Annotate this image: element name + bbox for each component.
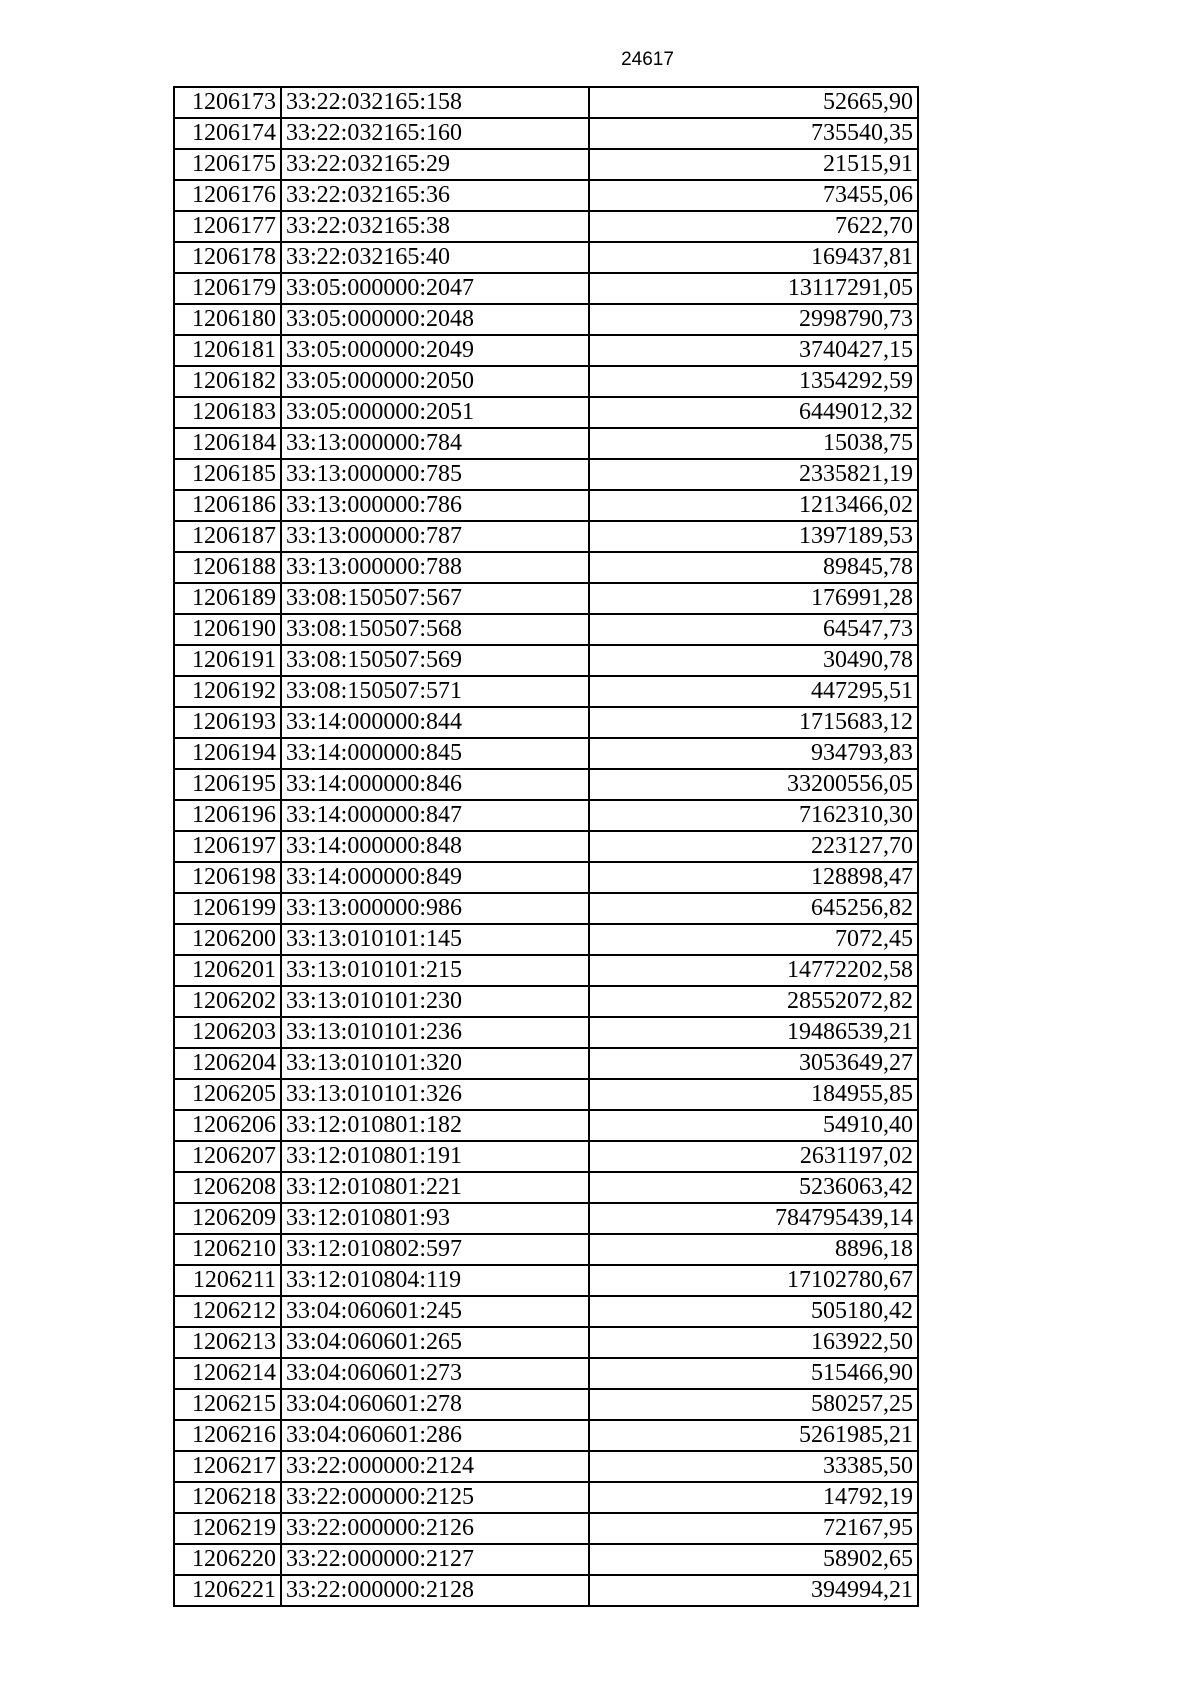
cadastral-value-cell: 176991,28 [589,583,918,614]
cadastral-value-cell: 1397189,53 [589,521,918,552]
cadastral-number-cell: 33:13:000000:784 [281,428,589,459]
table-body [174,87,918,1606]
cadastral-value-cell: 30490,78 [589,645,918,676]
cadastral-number-cell: 33:14:000000:846 [281,769,589,800]
table-row [174,273,918,304]
row-id-cell: 1206179 [174,273,281,304]
table-row [174,1048,918,1079]
cadastral-value-cell: 33385,50 [589,1451,918,1482]
table-row [174,428,918,459]
row-id-cell: 1206218 [174,1482,281,1513]
table-row [174,1358,918,1389]
cadastral-value-cell: 7622,70 [589,211,918,242]
row-id-cell: 1206176 [174,180,281,211]
table-row [174,1513,918,1544]
row-id-cell: 1206177 [174,211,281,242]
row-id-cell: 1206208 [174,1172,281,1203]
cadastral-number-cell: 33:22:032165:36 [281,180,589,211]
cadastral-number-cell: 33:05:000000:2049 [281,335,589,366]
table-row [174,986,918,1017]
row-id-cell: 1206204 [174,1048,281,1079]
table-row [174,583,918,614]
row-id-cell: 1206192 [174,676,281,707]
cadastral-value-cell: 33200556,05 [589,769,918,800]
row-id-cell: 1206220 [174,1544,281,1575]
row-id-cell: 1206211 [174,1265,281,1296]
cadastral-value-cell: 21515,91 [589,149,918,180]
cadastral-number-cell: 33:13:000000:788 [281,552,589,583]
cadastral-number-cell: 33:04:060601:273 [281,1358,589,1389]
table-row [174,459,918,490]
cadastral-number-cell: 33:22:032165:40 [281,242,589,273]
cadastral-number-cell: 33:22:000000:2125 [281,1482,589,1513]
table-row [174,242,918,273]
cadastral-number-cell: 33:13:000000:986 [281,893,589,924]
cadastral-number-cell: 33:08:150507:571 [281,676,589,707]
table-row [174,1420,918,1451]
row-id-cell: 1206195 [174,769,281,800]
row-id-cell: 1206196 [174,800,281,831]
cadastral-number-cell: 33:08:150507:569 [281,645,589,676]
cadastral-value-cell: 28552072,82 [589,986,918,1017]
cadastral-value-cell: 784795439,14 [589,1203,918,1234]
table-row [174,180,918,211]
row-id-cell: 1206181 [174,335,281,366]
table-row [174,831,918,862]
table-row [174,1079,918,1110]
table-row [174,149,918,180]
row-id-cell: 1206206 [174,1110,281,1141]
cadastral-number-cell: 33:12:010802:597 [281,1234,589,1265]
table-row [174,862,918,893]
cadastral-number-cell: 33:08:150507:567 [281,583,589,614]
cadastral-value-cell: 15038,75 [589,428,918,459]
row-id-cell: 1206178 [174,242,281,273]
table-row [174,211,918,242]
row-id-cell: 1206190 [174,614,281,645]
table-row [174,1172,918,1203]
cadastral-number-cell: 33:13:000000:786 [281,490,589,521]
row-id-cell: 1206185 [174,459,281,490]
cadastral-number-cell: 33:04:060601:286 [281,1420,589,1451]
cadastral-number-cell: 33:13:010101:236 [281,1017,589,1048]
row-id-cell: 1206175 [174,149,281,180]
cadastral-number-cell: 33:14:000000:848 [281,831,589,862]
cadastral-value-cell: 64547,73 [589,614,918,645]
cadastral-value-cell: 3053649,27 [589,1048,918,1079]
cadastral-number-cell: 33:22:032165:38 [281,211,589,242]
row-id-cell: 1206216 [174,1420,281,1451]
cadastral-value-cell: 3740427,15 [589,335,918,366]
cadastral-number-cell: 33:14:000000:847 [281,800,589,831]
row-id-cell: 1206174 [174,118,281,149]
cadastral-number-cell: 33:13:010101:215 [281,955,589,986]
cadastral-number-cell: 33:14:000000:844 [281,707,589,738]
table-row [174,707,918,738]
cadastral-value-cell: 17102780,67 [589,1265,918,1296]
table-row [174,1451,918,1482]
cadastral-number-cell: 33:22:032165:158 [281,87,589,118]
table-row [174,645,918,676]
cadastral-value-cell: 5261985,21 [589,1420,918,1451]
row-id-cell: 1206203 [174,1017,281,1048]
row-id-cell: 1206198 [174,862,281,893]
cadastral-number-cell: 33:04:060601:278 [281,1389,589,1420]
cadastral-number-cell: 33:22:032165:160 [281,118,589,149]
cadastral-number-cell: 33:14:000000:845 [281,738,589,769]
cadastral-number-cell: 33:04:060601:265 [281,1327,589,1358]
row-id-cell: 1206219 [174,1513,281,1544]
row-id-cell: 1206193 [174,707,281,738]
cadastral-number-cell: 33:12:010801:182 [281,1110,589,1141]
cadastral-value-cell: 223127,70 [589,831,918,862]
table-row [174,1017,918,1048]
cadastral-number-cell: 33:13:010101:145 [281,924,589,955]
cadastral-number-cell: 33:12:010801:93 [281,1203,589,1234]
table-row [174,738,918,769]
cadastral-number-cell: 33:22:000000:2124 [281,1451,589,1482]
row-id-cell: 1206213 [174,1327,281,1358]
row-id-cell: 1206173 [174,87,281,118]
cadastral-value-cell: 2335821,19 [589,459,918,490]
cadastral-number-cell: 33:05:000000:2051 [281,397,589,428]
row-id-cell: 1206214 [174,1358,281,1389]
cadastral-value-cell: 7162310,30 [589,800,918,831]
table-row [174,1575,918,1606]
row-id-cell: 1206180 [174,304,281,335]
table-row [174,1296,918,1327]
cadastral-value-cell: 5236063,42 [589,1172,918,1203]
cadastral-number-cell: 33:08:150507:568 [281,614,589,645]
row-id-cell: 1206210 [174,1234,281,1265]
cadastral-value-cell: 89845,78 [589,552,918,583]
table-row [174,1234,918,1265]
table-row [174,118,918,149]
cadastral-number-cell: 33:12:010804:119 [281,1265,589,1296]
row-id-cell: 1206200 [174,924,281,955]
cadastral-value-cell: 515466,90 [589,1358,918,1389]
row-id-cell: 1206215 [174,1389,281,1420]
cadastral-value-cell: 7072,45 [589,924,918,955]
cadastral-number-cell: 33:12:010801:221 [281,1172,589,1203]
row-id-cell: 1206209 [174,1203,281,1234]
table-row [174,1389,918,1420]
cadastral-value-cell: 645256,82 [589,893,918,924]
table-row [174,1203,918,1234]
cadastral-value-cell: 394994,21 [589,1575,918,1606]
table-row [174,955,918,986]
cadastral-value-cell: 735540,35 [589,118,918,149]
cadastral-value-cell: 934793,83 [589,738,918,769]
table-row [174,676,918,707]
cadastral-value-cell: 6449012,32 [589,397,918,428]
cadastral-value-table [173,86,919,1607]
table-row [174,335,918,366]
cadastral-value-cell: 1715683,12 [589,707,918,738]
row-id-cell: 1206194 [174,738,281,769]
row-id-cell: 1206197 [174,831,281,862]
row-id-cell: 1206183 [174,397,281,428]
cadastral-value-cell: 169437,81 [589,242,918,273]
table-row [174,366,918,397]
table-row [174,1327,918,1358]
cadastral-number-cell: 33:04:060601:245 [281,1296,589,1327]
row-id-cell: 1206207 [174,1141,281,1172]
table-row [174,1482,918,1513]
row-id-cell: 1206189 [174,583,281,614]
row-id-cell: 1206202 [174,986,281,1017]
row-id-cell: 1206182 [174,366,281,397]
table-row [174,304,918,335]
page-number: 24617 [621,49,674,70]
cadastral-value-cell: 505180,42 [589,1296,918,1327]
table-row [174,521,918,552]
cadastral-number-cell: 33:13:010101:230 [281,986,589,1017]
row-id-cell: 1206186 [174,490,281,521]
cadastral-value-cell: 1213466,02 [589,490,918,521]
table-row [174,769,918,800]
table-row [174,614,918,645]
cadastral-number-cell: 33:13:010101:326 [281,1079,589,1110]
cadastral-number-cell: 33:13:000000:785 [281,459,589,490]
row-id-cell: 1206205 [174,1079,281,1110]
row-id-cell: 1206212 [174,1296,281,1327]
cadastral-number-cell: 33:22:000000:2128 [281,1575,589,1606]
cadastral-value-cell: 14772202,58 [589,955,918,986]
cadastral-value-cell: 19486539,21 [589,1017,918,1048]
row-id-cell: 1206221 [174,1575,281,1606]
cadastral-value-cell: 58902,65 [589,1544,918,1575]
table-row [174,1265,918,1296]
cadastral-number-cell: 33:05:000000:2048 [281,304,589,335]
table-row [174,397,918,428]
cadastral-number-cell: 33:13:000000:787 [281,521,589,552]
row-id-cell: 1206201 [174,955,281,986]
cadastral-value-cell: 128898,47 [589,862,918,893]
table-row [174,924,918,955]
cadastral-number-cell: 33:12:010801:191 [281,1141,589,1172]
table-row [174,552,918,583]
cadastral-number-cell: 33:14:000000:849 [281,862,589,893]
cadastral-value-cell: 2998790,73 [589,304,918,335]
cadastral-value-cell: 163922,50 [589,1327,918,1358]
table-row [174,893,918,924]
row-id-cell: 1206217 [174,1451,281,1482]
cadastral-number-cell: 33:22:000000:2126 [281,1513,589,1544]
table-row [174,1110,918,1141]
cadastral-value-cell: 2631197,02 [589,1141,918,1172]
cadastral-value-cell: 8896,18 [589,1234,918,1265]
row-id-cell: 1206187 [174,521,281,552]
table-row [174,87,918,118]
cadastral-value-cell: 73455,06 [589,180,918,211]
cadastral-number-cell: 33:22:032165:29 [281,149,589,180]
row-id-cell: 1206191 [174,645,281,676]
table-row [174,1544,918,1575]
table-row [174,1141,918,1172]
cadastral-number-cell: 33:22:000000:2127 [281,1544,589,1575]
table-row [174,800,918,831]
table-row [174,490,918,521]
cadastral-number-cell: 33:13:010101:320 [281,1048,589,1079]
cadastral-value-cell: 54910,40 [589,1110,918,1141]
cadastral-value-cell: 1354292,59 [589,366,918,397]
cadastral-number-cell: 33:05:000000:2047 [281,273,589,304]
cadastral-value-cell: 580257,25 [589,1389,918,1420]
cadastral-number-cell: 33:05:000000:2050 [281,366,589,397]
row-id-cell: 1206184 [174,428,281,459]
cadastral-value-cell: 14792,19 [589,1482,918,1513]
cadastral-value-cell: 72167,95 [589,1513,918,1544]
cadastral-value-cell: 184955,85 [589,1079,918,1110]
row-id-cell: 1206188 [174,552,281,583]
cadastral-value-cell: 13117291,05 [589,273,918,304]
cadastral-value-cell: 447295,51 [589,676,918,707]
row-id-cell: 1206199 [174,893,281,924]
cadastral-value-cell: 52665,90 [589,87,918,118]
